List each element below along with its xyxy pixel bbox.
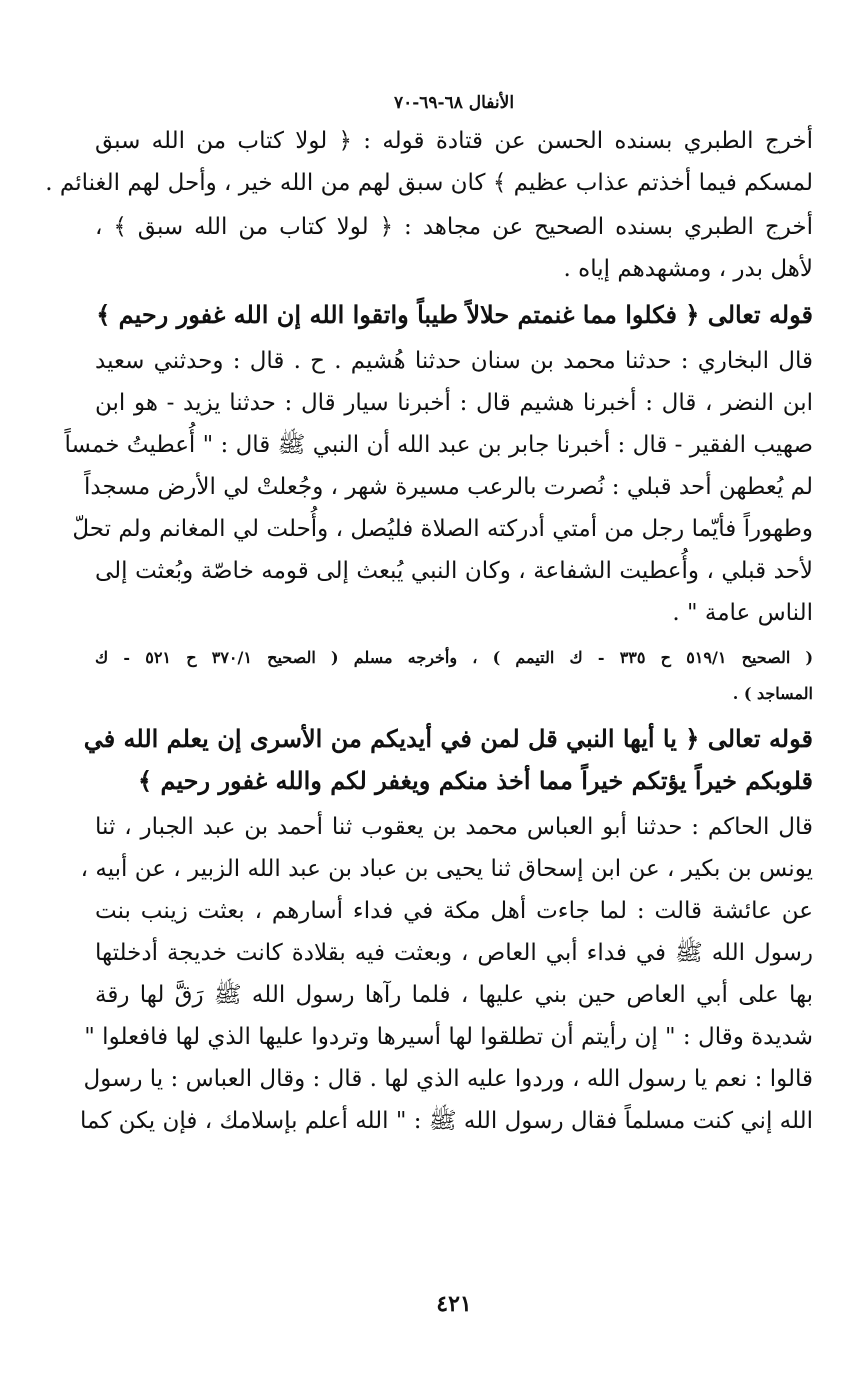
paragraph-bukhari: [64, 340, 813, 634]
body-text: [45, 120, 814, 1142]
heading-line: قوله تعالى ﴿ يا أيها النبي قل لمن في أيديكم من الأسرى إن يعلم الله في: [83, 724, 813, 753]
text-line: قال الحاكم : حدثنا أبو العباس محمد بن يعقوب ثنا أحمد بن عبد الجبار ، ثنا: [95, 814, 813, 840]
text-line: بها على أبي العاص حين بني عليها ، فلما رآها رسول الله ﷺ رَقَّ لها رقة: [95, 982, 813, 1008]
source-note: [95, 640, 813, 712]
paragraph-tabari-mujahid: [95, 206, 813, 290]
note-line: ( الصحيح ٥١٩/١ ح ٣٣٥ - ك التيمم ) ، وأخرجه مسلم ( الصحيح ٣٧٠/١ ح ٥٢١ - ك: [95, 648, 814, 667]
text-line: قالوا : نعم يا رسول الله ، وردوا عليه الذي لها . قال : وقال العباس : يا رسول: [83, 1066, 813, 1092]
text-line: قال البخاري : حدثنا محمد بن سنان حدثنا هُشيم . ح . قال : وحدثني سعيد: [95, 348, 813, 374]
text-line: الله إني كنت مسلماً فقال رسول الله ﷺ : " الله أعلم بإسلامك ، فإن يكن كما: [80, 1108, 813, 1134]
paragraph-tabari-qatada: [45, 120, 813, 204]
text-line: يونس بن بكير ، عن ابن إسحاق ثنا يحيى بن عباد بن عبد الله الزبير ، عن أبيه ،: [80, 856, 813, 882]
running-header: الأنفال ٦٨-٦٩-٧٠: [393, 93, 515, 113]
text-line: شديدة وقال : " إن رأيتم أن تطلقوا لها أسيرها وتردوا عليها الذي لها فافعلوا ": [84, 1024, 813, 1050]
heading-line: قلوبكم خيراً يؤتكم خيراً مما أخذ منكم ويغفر لكم والله غفور رحيم ﴾: [138, 766, 813, 795]
text-line: أخرج الطبري بسنده الحسن عن قتادة قوله : ﴿ لولا كتاب من الله سبق: [95, 128, 813, 154]
text-line: ابن النضر ، قال : أخبرنا هشيم قال : أخبرنا سيار قال : حدثنا يزيد - هو ابن: [95, 390, 813, 416]
text-line: عن عائشة قالت : لما جاءت أهل مكة في فداء أسارهم ، بعثت زينب بنت: [95, 898, 813, 924]
page-number: ٤٢١: [436, 1291, 472, 1317]
text-line: الناس عامة " .: [672, 600, 813, 626]
verse-heading-69: [95, 294, 813, 336]
text-line: لمسكم فيما أخذتم عذاب عظيم ﴾ كان سبق لهم من الله خير ، وأحل لهم الغنائم .: [45, 170, 813, 196]
heading-line: قوله تعالى ﴿ فكلوا مما غنمتم حلالاً طيباً واتقوا الله إن الله غفور رحيم ﴾: [96, 300, 813, 329]
text-line: لأحد قبلي ، وأُعطيت الشفاعة ، وكان النبي يُبعث إلى قومه خاصّة وبُعثت إلى: [95, 558, 813, 584]
text-line: صهيب الفقير - قال : أخبرنا جابر بن عبد الله أن النبي ﷺ قال : " أُعطيتُ خمساً: [64, 432, 813, 458]
paragraph-hakim: [80, 806, 813, 1142]
text-line: أخرج الطبري بسنده الصحيح عن مجاهد : ﴿ لولا كتاب من الله سبق ﴾ ،: [95, 214, 813, 240]
text-line: لأهل بدر ، ومشهدهم إياه .: [563, 256, 813, 282]
text-line: لم يُعطهن أحد قبلي : نُصرت بالرعب مسيرة شهر ، وجُعلتْ لي الأرض مسجداً: [84, 474, 813, 500]
note-line: المساجد ) .: [732, 684, 813, 703]
page: [45, 86, 814, 1376]
verse-heading-70: [83, 718, 813, 802]
text-line: وطهوراً فأيّما رجل من أمتي أدركته الصلاة فليُصل ، وأُحلت لي المغانم ولم تحلّ: [72, 516, 813, 542]
text-line: رسول الله ﷺ في فداء أبي العاص ، وبعثت فيه بقلادة كانت خديجة أدخلتها: [95, 940, 813, 966]
